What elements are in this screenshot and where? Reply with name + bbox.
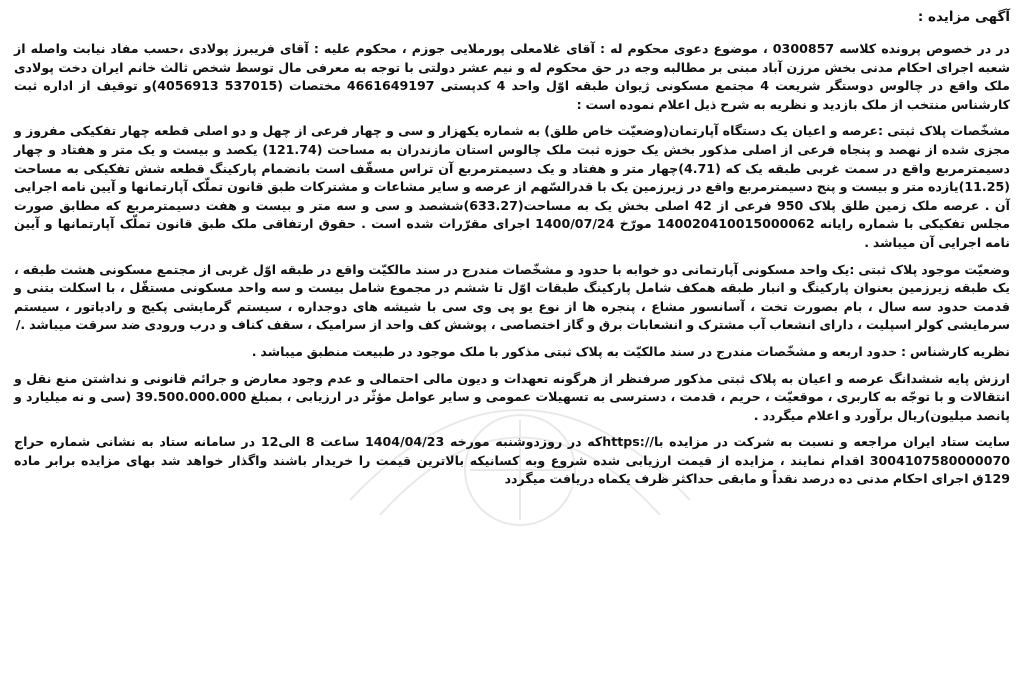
paragraph-expert-opinion: نظریه کارشناس : حدود اربعه و مشخّصات مندرج در سند مالکیّت به پلاک ثبتی مذکور با ملک موجود در طبیعت منطبق میباشد . bbox=[251, 343, 1010, 359]
paragraph-registration-specs: مشخّصات پلاک ثبتی :عرصه و اعیان یک دستگاه آپارتمان(وضعیّت خاص طلق) به شماره یکهزار و سی و چهار فرعی از چهل و دو اصلی قطعه چهار تفکیکی مفروز و مجزی شده از نهصد و پنجاه فرعی از اصلی مذکور بخش یک حوزه ثبت ملک چالوس استان مازندران به مساحت (121.74) یکصد و بیست و یک متر و هفتاد و چهار دسیمترمربع واقع در سمت غربی طبقه یک که (4.71)چهار متر و هفتاد و یک دسیمترمربع آن تراس مسقّف است بانضمام پارکینگ قطعه شش تفکیکی به مساحت (11.25)یازده متر و بیست و پنج دسیمترمربع واقع در زیرزمین یک با قدرالسّهم از عرصه و سایر مشاعات و مشترکات طبق قانون تملّک آپارتمانها و آیین نامه اجرایی آن . عرصه ملک زمین طلق پلاک 950 فرعی از 42 اصلی بخش یک به مساحت(633.27)ششصد و سی و سه متر و بیست و هفت دسیمترمربع که مطابق صورت مجلس تفکیکی با شماره رایانه 140020410015000062 مورّخ 1400/07/24 اجرای مقرّرات شده است . حقوق ارتفاقی ملک طبق قانون تملّک آپارتمانها و آیین نامه اجرایی آن میباشد . bbox=[14, 123, 1011, 250]
paragraph-auction-instructions: سایت ستاد ایران مراجعه و نسبت به شرکت در مزایده با//:httpsکه در روزدوشنبه مورخه 1404/04/23 ساعت 8 الی12 در سامانه ستاد به نشانی شماره حراج 3004107580000070 اقدام نمایند ، مزایده از قیمت ارزیابی شده شروع وبه کسانیکه بالاترین قیمت را خریدار باشند واگذار خواهد شد بهای مزایده برابر ماده 129ق اجرای احکام مدنی ده درصد نقداً و مابقی حداکثر ظرف یکماه دریافت میگردد bbox=[14, 434, 1011, 487]
notice-title: آگهی مزایده : bbox=[917, 9, 1010, 25]
paragraph-case-details: در در خصوص پرونده کلاسه 0300857 ، موضوع دعوی محکوم له : آقای غلامعلی پورملایی جوزم ، محکوم علیه : آقای فریبرز پولادی ،حسب مفاد نیابت واصله از شعبه اجرای احکام مدنی بخش مرزن آباد مبنی بر مطالبه وجه در حق محکوم له و نیم عشر دولتی با توجه به معرفی مال توسط شخص ثالث خانم ایران دخت پولادی ملک واقع در چالوس دوستگر شریعت 4 مجتمع مسکونی ژیوان طبقه اوّل واحد 4 کدپستی 4661649197 مختصات (537015 4056913)و توقیف از اداره ثبت کارشناس منتخب از ملک بازدید و نظریه به شرح ذیل اعلام نموده است : bbox=[14, 41, 1010, 112]
auction-notice bbox=[14, 8, 1010, 497]
paragraph-current-status: وضعیّت موجود پلاک ثبتی :یک واحد مسکونی آپارتمانی دو خوابه با حدود و مشخّصات مندرج در سند مالکیّت واقع در طبقه اوّل غربی از مجتمع مسکونی هشت طبقه ، یک طبقه زیرزمین بعنوان پارکینگ و انبار طبقه همکف شامل پارکینگ طبقات اوّل تا ششم در مجموع شامل بیست و سه واحد مسکونی مستقّل ، با اسکلت بتنی و قدمت حدود سه سال ، بام بصورت تخت ، آسانسور مشاع ، پنجره ها از نوع یو پی وی سی با شیشه های دوجداره ، سیستم گرمایشی پکیج و رادیاتور ، سیستم سرمایشی کولر اسپلیت ، دارای انشعاب آب مشترک و انشعابات برق و گاز اختصاصی ، پوشش کف واحد از سرامیک ، سقف کناف و درب ورودی ضد سرقت میباشد ./ bbox=[14, 261, 1010, 333]
paragraph-base-value: ارزش پایه ششدانگ عرصه و اعیان به پلاک ثبتی مذکور صرفنظر از هرگونه تعهدات و دیون مالی احتمالی و عدم وجود معارض و جرائم قانونی و نداشتن منع نقل و انتقالات و با توجّه به کاربری ، موقعیّت ، حریم ، قدمت ، دسترسی به تسهیلات عمومی و سایر عوامل مؤثّر در ارزیابی ، بمبلغ 39.500.000.000 (سی و نه میلیارد و پانصد میلیون)ریال برآورد و اعلام میگردد . bbox=[14, 370, 1010, 423]
